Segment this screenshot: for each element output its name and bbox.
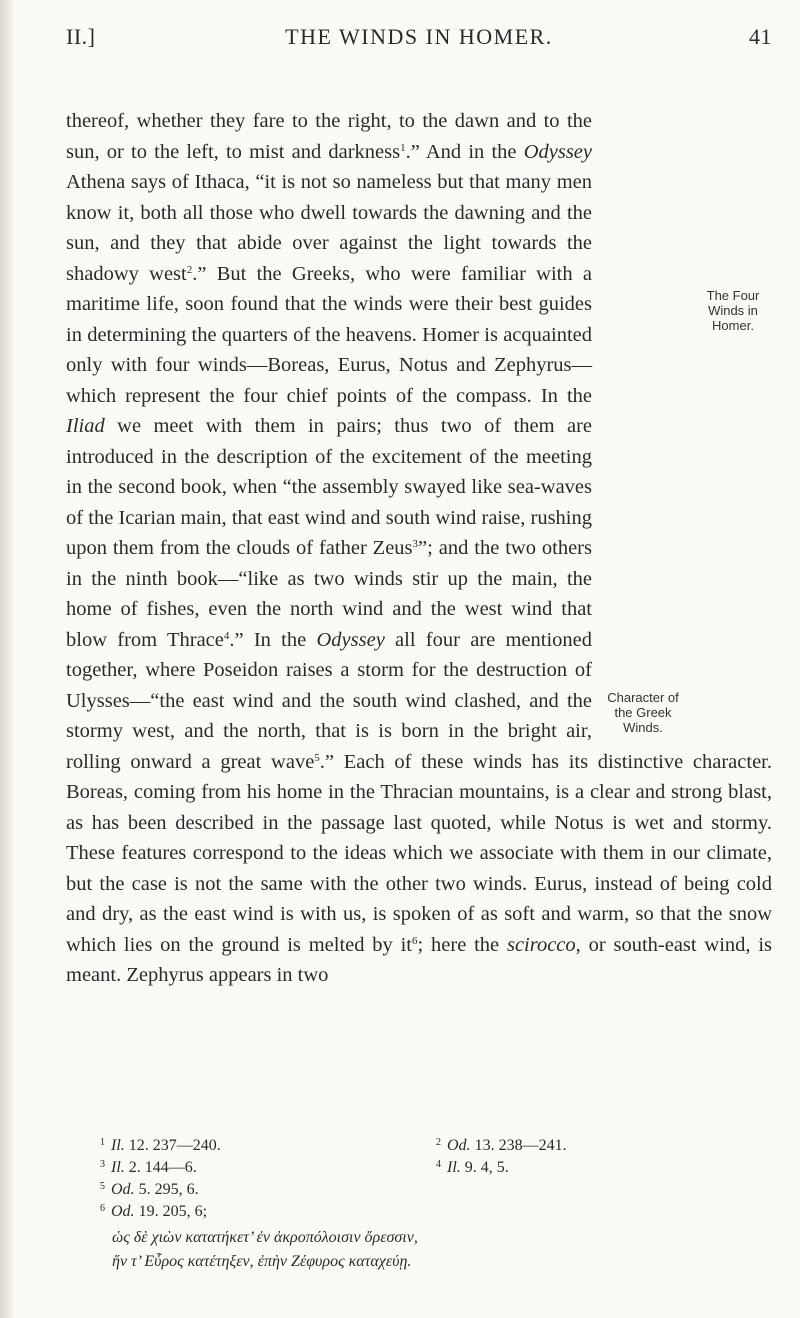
footnote-3: $^3$ Il. 2. 144—6. — [100, 1159, 197, 1176]
work-title: Odyssey — [523, 140, 593, 163]
footnote-ref: 1 — [400, 141, 406, 154]
footnote-row — [100, 1198, 760, 1220]
work-title: Iliad — [66, 415, 105, 437]
greek-line: ἥν τ’ Εὖρος κατέτηξεν, ἐπὴν Ζέφυρος καταχεύῃ. — [112, 1253, 412, 1270]
paragraph: thereof, whether they fare to the right, to the dawn and to the sun, or to the left, to mist and darkness$^1$.” And in the Odyssey Athena says of Ithaca, “it is not so nameless but that many men know it, both all those who dwell towards the dawning and the sun, and they that abide over against the light towards the shadowy west$^2$.” But the Greeks, who were familiar with a maritime life, soon found that the winds were their best guides in determining the quarters of the heavens. Homer is acquainted only with four winds—Boreas, Eurus, Notus and Zephyrus—which represent the four chief points of the compass. In the Iliad we meet with them in pairs; thus two of them are introduced in the description of the excitement of the meeting in the second book, when “the assembly swayed like sea-waves of the Icarian main, that east wind and south wind raise, rushing upon them from the clouds of father Zeus$^3$”; and the two others in the ninth book—“like as two winds stir up the main, the home of fishes, even the north wind and the west wind that blow from Thrace$^4$.” In the Odyssey all four are mentioned together, where Poseidon raises a storm for the destruction of Ulysses—“the east wind and the south wind clashed, and the stormy west, and the north, that is is born in the bright air, rolling onward a great wave$^5$.” Each of these winds has its distinctive character. Boreas, coming from his home in the Thracian mountains, is a clear and strong blast, as has been described in the passage last quoted, while Notus is wet and stormy. These features correspond to the ideas which we associate with them in our climate, but the case is not the same with the other two winds. Eurus, instead of being cold and dry, as the east wind is with us, is spoken of as soft and warm, so that the snow which lies on the ground is melted by $it^6$; here the scirocco, or south-east wind, is meant. Zephyrus appears in two — [66, 110, 773, 986]
running-title: THE WINDS IN HOMER. — [285, 24, 553, 49]
work-title: Odyssey — [316, 628, 385, 651]
footnote-5: $^5$ Od. 5. 295, 6. — [100, 1181, 199, 1198]
footnote-ref: 6 — [412, 934, 418, 947]
marginal-note-character-of-winds: Character of the Greek Winds. — [607, 690, 679, 735]
chapter-marker: II.] — [66, 24, 96, 49]
running-header — [66, 18, 772, 58]
greek-quotation — [100, 1226, 760, 1274]
footnote-row — [100, 1176, 760, 1198]
page-number: 41 — [749, 24, 772, 49]
body-text — [66, 106, 772, 991]
footnote-1: $^1$ Il. 12. 237—240. — [100, 1137, 221, 1154]
footnote-2: $^2$ Od. 13. 238—241. — [436, 1137, 567, 1154]
italic-term: scirocco — [506, 933, 576, 956]
greek-line: ὡς δὲ χιὼν κατατήκετ’ ἐν ἀκροπόλοισιν ὄρεσσιν, — [112, 1229, 418, 1246]
footnote-row — [100, 1154, 760, 1176]
footnote-4: $^4$ Il. 9. 4, 5. — [436, 1159, 509, 1176]
page-binding-shadow — [0, 0, 14, 1318]
footnote-ref: 2 — [186, 263, 193, 276]
footnotes — [100, 1132, 760, 1274]
marginal-note-four-winds: The Four Winds in Homer. — [706, 288, 760, 333]
footnote-6: $^6$ Od. 19. 205, 6; — [100, 1203, 208, 1220]
footnote-ref: 3 — [412, 538, 419, 550]
footnote-ref: 5 — [314, 751, 320, 764]
footnote-row — [100, 1132, 760, 1154]
footnote-ref: 4 — [223, 629, 230, 642]
